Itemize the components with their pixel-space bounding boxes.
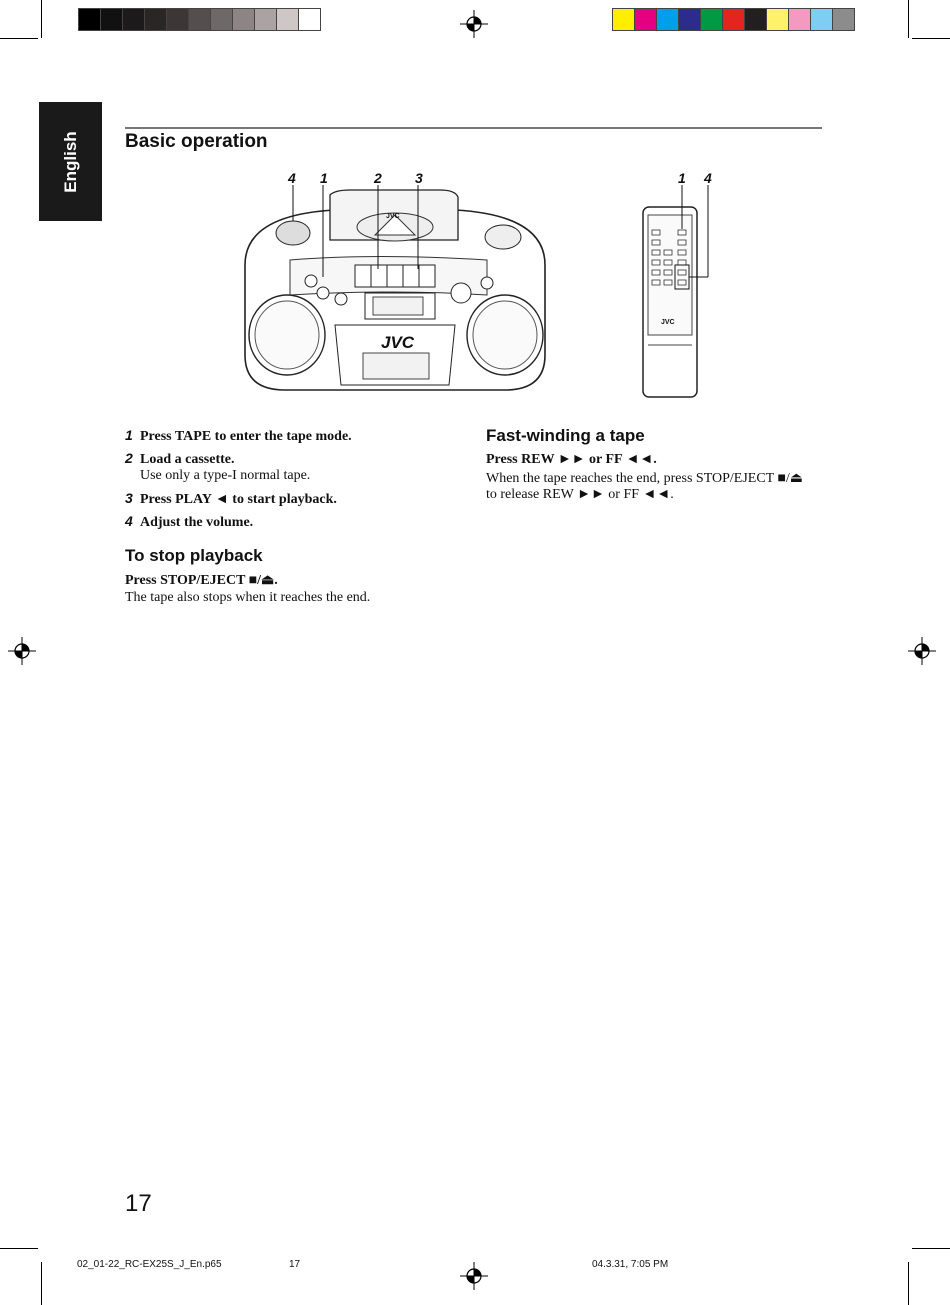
callout-main-2: 2: [374, 170, 382, 186]
callout-main-4: 4: [288, 170, 296, 186]
grayscale-swatch-1: [78, 8, 101, 31]
step-2-number: 2: [125, 450, 133, 466]
color-swatch-10: [810, 8, 833, 31]
page-number: 17: [125, 1190, 152, 1217]
step-4: [125, 513, 253, 531]
remote-control-illustration: [640, 185, 710, 400]
registration-target-top: [460, 10, 488, 38]
boombox-brand: JVC: [381, 333, 415, 352]
color-swatch-1: [612, 8, 635, 31]
step-2-note: Use only a type-I normal tape.: [140, 468, 311, 483]
stop-playback-heading: To stop playback: [125, 546, 263, 565]
grayscale-swatch-7: [210, 8, 233, 31]
color-swatch-4: [678, 8, 701, 31]
footer-page: 17: [289, 1259, 301, 1270]
color-swatch-7: [744, 8, 767, 31]
callout-main-3: 3: [415, 170, 423, 186]
language-tab: [39, 102, 102, 221]
registration-target-bottom: [460, 1262, 488, 1290]
stop-playback-instruction: Press STOP/EJECT ■/⏏.: [125, 573, 278, 588]
color-swatch-6: [722, 8, 745, 31]
language-label: English: [60, 130, 80, 193]
step-3-text: Press PLAY ◄ to start playback.: [140, 492, 337, 507]
page-title: Basic operation: [125, 131, 268, 152]
step-2: [125, 450, 235, 468]
grayscale-swatch-2: [100, 8, 123, 31]
step-3: [125, 490, 337, 508]
color-swatch-5: [700, 8, 723, 31]
stop-playback-note: The tape also stops when it reaches the end.: [125, 590, 371, 605]
registration-target-right: [908, 637, 936, 665]
remote-brand: JVC: [661, 319, 675, 326]
color-swatch-2: [634, 8, 657, 31]
grayscale-swatch-9: [254, 8, 277, 31]
grayscale-swatch-5: [166, 8, 189, 31]
header-rule: [125, 127, 822, 129]
fast-winding-note-line1: When the tape reaches the end, press STOP/EJECT ■/⏏: [486, 471, 804, 486]
fast-winding-heading: Fast-winding a tape: [486, 426, 645, 445]
callout-remote-4: 4: [704, 170, 712, 186]
step-3-number: 3: [125, 490, 133, 506]
fast-winding-instruction: Press REW ►► or FF ◄◄.: [486, 452, 657, 467]
step-1: [125, 427, 352, 445]
grayscale-bar: [78, 8, 320, 31]
fast-winding-note-line2: to release REW ►► or FF ◄◄.: [486, 487, 674, 502]
step-2-text: Load a cassette.: [140, 452, 235, 467]
step-4-text: Adjust the volume.: [140, 515, 254, 530]
color-bar: [612, 8, 854, 31]
step-1-number: 1: [125, 427, 133, 443]
registration-target-left: [8, 637, 36, 665]
boombox-brand-top: JVC: [386, 213, 400, 220]
color-swatch-9: [788, 8, 811, 31]
footer-filename: 02_01-22_RC-EX25S_J_En.p65: [77, 1259, 222, 1270]
step-1-text: Press TAPE to enter the tape mode.: [140, 429, 352, 444]
grayscale-swatch-4: [144, 8, 167, 31]
callout-main-1: 1: [320, 170, 328, 186]
color-swatch-11: [832, 8, 855, 31]
grayscale-swatch-3: [122, 8, 145, 31]
grayscale-swatch-11: [298, 8, 321, 31]
footer-timestamp: 04.3.31, 7:05 PM: [592, 1259, 669, 1270]
grayscale-swatch-6: [188, 8, 211, 31]
grayscale-swatch-10: [276, 8, 299, 31]
color-swatch-8: [766, 8, 789, 31]
step-4-number: 4: [125, 513, 133, 529]
color-swatch-3: [656, 8, 679, 31]
grayscale-swatch-8: [232, 8, 255, 31]
callout-remote-1: 1: [678, 170, 686, 186]
